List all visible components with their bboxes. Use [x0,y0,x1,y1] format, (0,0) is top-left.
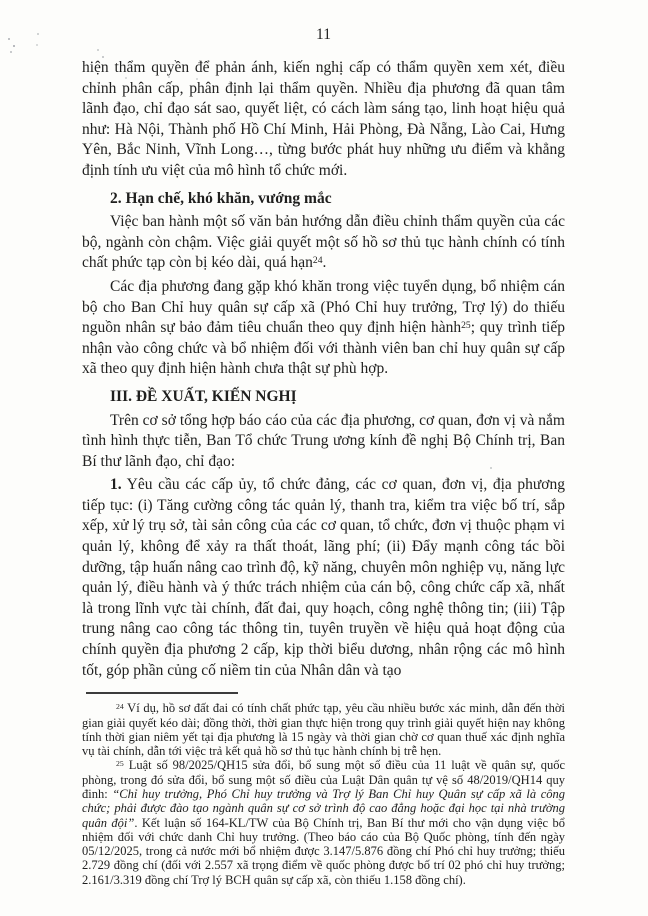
scan-speckle [102,56,104,58]
scan-speckle [10,51,12,53]
footnotes-section [82,701,565,887]
scan-speckle [490,467,492,469]
scan-speckle [168,76,170,78]
scan-speckle [196,78,198,80]
footnote-text: . Kết luận số 164-KL/TW của Bộ Chính trị, Ban Bí thư mới cho vận dụng việc bổ nhiệm đối với chức danh Chỉ huy trưởng. (Theo báo cáo của Bộ Quốc phòng, tính đến ngày 05/12/2025, trong cả nước mới bổ nhiệm được 3.147/5.876 đồng chí Phó chỉ huy trưởng; thiếu 2.729 đồng chí (đối với 2.557 xã trọng điểm về quốc phòng được bố trí 02 phó chỉ huy trưởng; 2.161/3.319 đồng chí Trợ lý BCH quân sự cấp xã, còn thiếu 1.158 đồng chí). [82,815,565,887]
footnote-text: Luật số 98/2025/QH15 sửa đổi, bổ sung một số điều của 11 luật về quân sự, quốc phòng, trong đó sửa đổi, bổ sung một số điều của Luật Dân quân tự vệ số 48/2019/QH14 quy đinh: [82,758,565,801]
page-number: 11 [316,26,331,43]
scan-speckle [37,33,39,35]
item-number: 1. [110,476,122,494]
paragraph-text: Các địa phương đang gặp khó khăn trong việc tuyển dụng, bổ nhiệm cán bộ cho Ban Chỉ huy quân sự cấp xã (Phó Chỉ huy trưởng, Trợ lý) do thiếu nguồn nhân sự bảo đảm tiêu chuẩn theo quy định hiện hành [82,277,565,337]
paragraph-limitations-2 [82,277,565,380]
paragraph-text: Việc ban hành một số văn bản hướng dẫn điều chỉnh thẩm quyền của các bộ, ngành còn chậm. Việc giải quyết một số hồ sơ thủ tục hành chính có tính chất phức tạp còn bị kéo dài, quá hạn [82,213,565,272]
footnote-quote: “Chỉ huy trưởng, Phó Chỉ huy trưởng và Trợ lý Ban Chỉ huy Quân sự cấp xã là công chức; phải được đào tạo ngành quân sự cơ sở trình độ cao đẳng hoặc đại học tại nhà trường quân đội” [82,787,565,830]
scan-speckle [97,49,99,51]
scan-speckle [125,77,127,79]
scan-speckle [36,44,38,46]
footnote-ref-24: 24 [312,255,323,267]
scan-speckle [13,45,15,47]
scan-speckle [8,38,10,40]
footnote-text: Ví dụ, hồ sơ đất đai có tính chất phức tạp, yêu cầu nhiều bước xác minh, dẫn đến thời gian giải quyết kéo dài; đồng thời, thời gian thực hiện trong quy trình giải quyết hiện nay không tính thời gian niêm yết tại địa phương là 15 ngày và thời gian chờ cơ quan thuế xác định nghĩa vụ tài chính, dẫn tới việc trả kết quả hồ sơ thủ tục hành chính bị trễ hẹn. [82,701,565,759]
paragraph-proposal-intro: Trên cơ sở tổng hợp báo cáo của các địa phương, cơ quan, đơn vị và nắm tình hình thực tiễn, Ban Tổ chức Trung ương kính đề nghị Bộ Chính trị, Ban Bí thư lãnh đạo, chỉ đạo: [82,411,565,470]
footnote-24 [82,701,565,758]
footnote-ref-25: 25 [461,319,471,331]
paragraph-text: . [322,254,327,272]
paragraph-continuation: hiện thẩm quyền để phản ánh, kiến nghị cấp có thẩm quyền xem xét, điều chỉnh phân cấp, phân định lại thẩm quyền. Nhiều địa phương đã quan tâm lãnh đạo, chỉ đạo sát sao, quyết liệt, có cách làm sáng tạo, linh hoạt hiệu quả như: Hà Nội, Thành phố Hồ Chí Minh, Hải Phòng, Đà Nẵng, Lào Cai, Hưng Yên, Bắc Ninh, Vĩnh Long…, từng bước phát huy những ưu điểm và khẳng định tính ưu việt của mô hình tổ chức mới. [82,59,565,179]
footnote-marker-24: 24 [116,701,124,711]
heading-limitations: 2. Hạn chế, khó khăn, vướng mắc [110,189,332,207]
paragraph-text: ; quy trình tiếp nhận vào công chức và bổ nhiệm đối với thành viên ban chỉ huy quân sự cấp xã theo quy định hiện hành chưa thật sự phù hợp. [82,319,565,378]
document-body [82,58,565,681]
footnote-25 [82,758,565,887]
footnote-separator [86,692,238,694]
footnote-marker-25: 25 [116,758,124,768]
heading-proposals: III. ĐỀ XUẤT, KIẾN NGHỊ [110,387,297,405]
paragraph-text: Yêu cầu các cấp ủy, tổ chức đảng, các cơ quan, đơn vị, địa phương tiếp tục: (i) Tăng cường công tác quản lý, thanh tra, kiểm tra việc bố trí, sắp xếp, xử lý trụ sở, tài sản công của các cơ quan, tổ chức, đơn vị thuộc phạm vi quản lý, không để xảy ra thất thoát, lãng phí; (ii) Đẩy mạnh công tác bồi dưỡng, tập huấn nâng cao trình độ, kỹ năng, chuyên môn nghiệp vụ, năng lực quản lý, điều hành và ý thức trách nhiệm của cán bộ, công chức cấp xã, nhất là trong lĩnh vực tài chính, đất đai, quy hoạch, công nghệ thông tin; (iii) Tập trung nâng cao công tác thông tin, tuyên truyền về hiệu quả hoạt động của chính quyền địa phương 2 cấp, kịp thời biểu dương, nhân rộng các mô hình tốt, góp phần củng cố niềm tin của Nhân dân và tạo [82,476,565,679]
paragraph-item-1 [82,475,565,681]
paragraph-limitations-1 [82,212,565,274]
